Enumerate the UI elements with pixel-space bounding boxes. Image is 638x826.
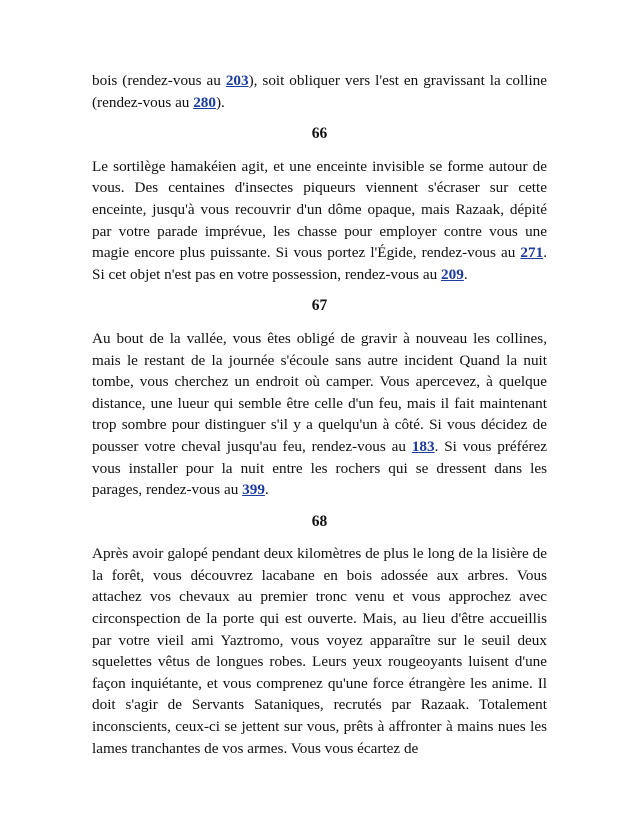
section-67-text-3: .	[264, 481, 269, 499]
section-link-280[interactable]: 280	[193, 93, 216, 111]
section-heading-68: 68	[311, 512, 328, 530]
section-link-203[interactable]: 203	[225, 72, 249, 89]
section-link-271[interactable]: 271	[520, 244, 544, 262]
section-link-209[interactable]: 209	[441, 265, 464, 283]
section-66-text-1: Le sortilège hamakéien agit, et une enceinte invisible se forme autour de vous. Des centaines d'insectes piqueurs viennent s'écraser sur cette enceinte, jusqu'à vous recouvrir d'un dôme opaque, mais Razaak, dépité par votre parade imprévue, les chasse pour employer contre vous une magie encore plus puissante. Si vous portez l'Égide, rendez-vous au	[92, 157, 547, 262]
section-heading-67: 67	[311, 297, 328, 315]
section-66-text-2: . Si cet objet n'est pas en votre possession, rendez-vous au	[92, 244, 547, 283]
section-66-text-3: .	[463, 265, 468, 283]
section-67-paragraph	[92, 328, 547, 501]
section-heading-66: 66	[311, 125, 328, 143]
section-68-paragraph: Après avoir galopé pendant deux kilomètres de plus le long de la lisière de la forêt, vous découvrez lacabane en bois adossée aux arbres. Vous attachez vos chevaux au premier tronc venu et vous approchez avec circonspection de la porte qui est ouverte. Mais, au lieu d'être accueillis par votre vieil ami Yaztromo, vous voyez apparaître sur le seuil deux squelettes vêtus de longues robes. Leurs yeux rougeoyants luisent d'une façon inquiétante, et vous comprenez qu'une force étrangère les anime. Il doit s'agir de Servants Sataniques, recrutés par Razaak. Totalement inconscients, ceux-ci se jettent sur vous, prêts à affronter à mains nues les lames tranchantes de vos armes. Vous vous écartez de	[92, 545, 547, 757]
intro-text-2: ), soit obliquer vers l'est en gravissant la colline (rendez-vous au	[92, 72, 547, 111]
section-67-text-1: Au bout de la vallée, vous êtes obligé de gravir à nouveau les collines, mais le restant de la journée s'écoule sans autre incident Quand la nuit tombe, vous cherchez un endroit où camper. Vous apercevez, à quelque distance, une lueur qui semble être celle d'un feu, mais il fait maintenant trop sombre pour distinguer s'il y a quelqu'un à côté. Si vous décidez de pousser votre cheval jusqu'au feu, rendez-vous au	[92, 329, 547, 455]
book-page	[92, 70, 547, 759]
section-link-183[interactable]: 183	[411, 437, 435, 455]
intro-text-3: ).	[215, 93, 225, 111]
intro-paragraph	[92, 70, 547, 113]
section-link-399[interactable]: 399	[242, 481, 265, 499]
intro-text-1: bois (rendez-vous au	[92, 72, 226, 89]
section-66-paragraph	[92, 156, 547, 286]
section-67-text-2: . Si vous préférez vous installer pour la nuit entre les rochers qui se dressent dans les parages, rendez-vous au	[92, 437, 547, 499]
